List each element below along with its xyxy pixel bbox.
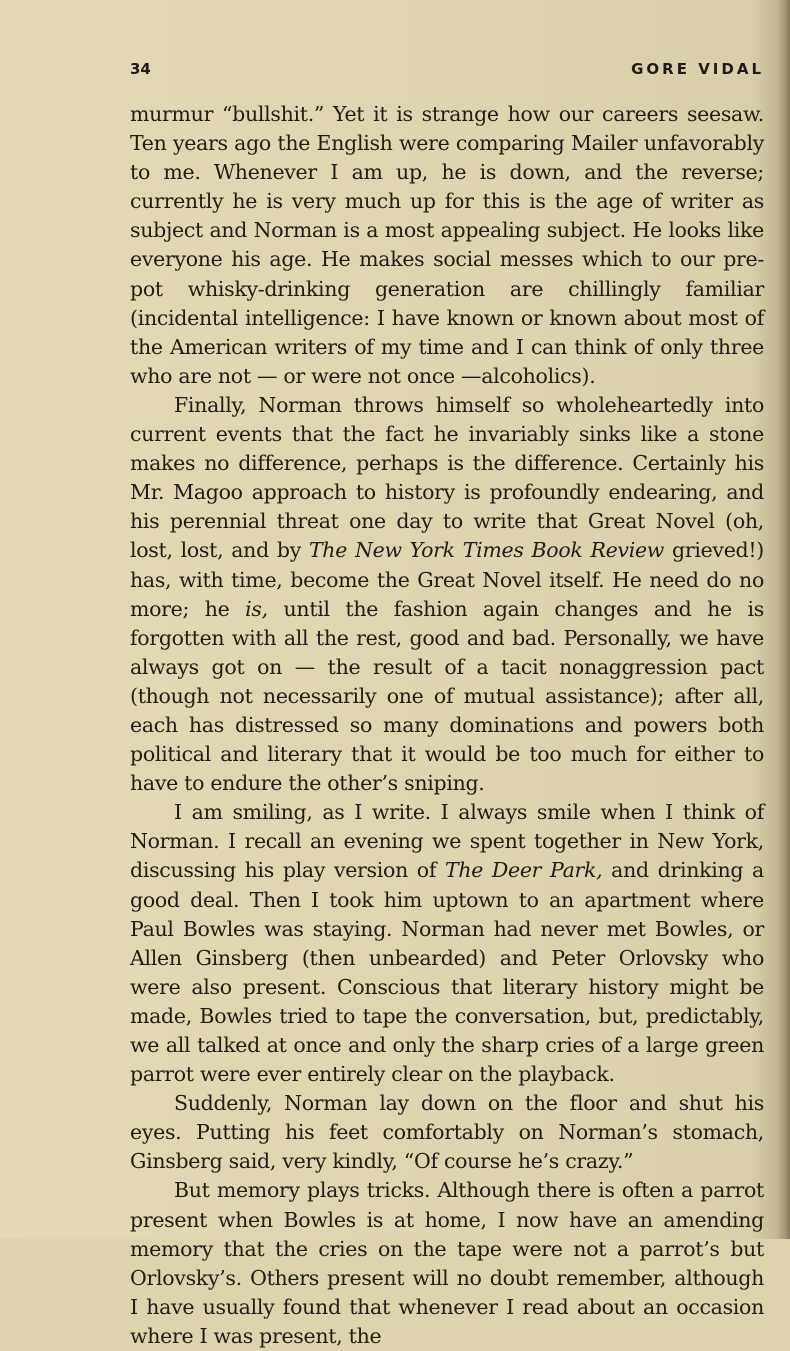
text-run: I am smiling, as I write. I always smile when I think of Norman. I recall an evening we spent together in New York, discussing his play version of [130, 800, 764, 883]
running-head: GORE VIDAL [631, 60, 764, 78]
page-header [130, 60, 764, 84]
page-edge-shadow [776, 0, 790, 1239]
paragraph: Suddenly, Norman lay down on the floor and shut his eyes. Putting his feet comfortably on Norman’s stomach, Ginsberg said, very kindly, “Of course he’s crazy.” [130, 1091, 764, 1174]
paragraph [130, 798, 764, 1089]
italic-emphasis: is, [245, 596, 268, 621]
paragraph: But memory plays tricks. Although there is often a parrot present when Bowles is at home, I now have an amending memory that the cries on the tape were not a parrot’s but Orlovsky’s. Others present will no doubt remember, although I have usually found that whenever I read about an occasion where I was present, the [130, 1178, 764, 1348]
italic-title: The Deer Park, [444, 858, 603, 883]
italic-title: The New York Times Book Review [308, 538, 665, 563]
text-run: Finally, Norman throws himself so wholeheartedly into current events that the fact he invariably sinks like a stone makes no difference, perhaps is the difference. Certainly his Mr. Magoo approach to history is profoundly endearing, and his perennial threat one day to write that Great Novel (oh, lost, lost, and by [130, 392, 764, 563]
paragraph [130, 391, 764, 798]
paragraph: murmur “bullshit.” Yet it is strange how our careers seesaw. Ten years ago the English were comparing Mailer unfavorably to me. Whenever I am up, he is down, and the reverse; currently he is very much up for this is the age of writer as subject and Norman is a most appealing subject. He looks like everyone his age. He makes social messes which to our pre-pot whisky-drinking generation are chillingly familiar (incidental intelligence: I have known or known about most of the American writers of my time and I can think of only three who are not — or were not once —alcoholics). [130, 102, 764, 388]
text-run: grieved!) has, with time, become the Great Novel itself. He need do no more; he [130, 538, 764, 621]
text-run: until the fashion again changes and he is forgotten with all the rest, good and bad. Personally, we have always got on — the result of a tacit nonaggression pact (though not necessarily one of mutual assistance); after all, each has distressed so many dominations and powers both political and literary that it would be too much for either to have to endure the other’s sniping. [130, 596, 764, 796]
body-text [130, 100, 764, 1351]
text-run: and drinking a good deal. Then I took him uptown to an apartment where Paul Bowles was staying. Norman had never met Bowles, or Allen Ginsberg (then unbearded) and Peter Orlovsky who were also present. Conscious that literary history might be made, Bowles tried to tape the conversation, but, predictably, we all talked at once and only the sharp cries of a large green parrot were ever entirely clear on the playback. [130, 858, 764, 1087]
page-number: 34 [130, 60, 151, 78]
